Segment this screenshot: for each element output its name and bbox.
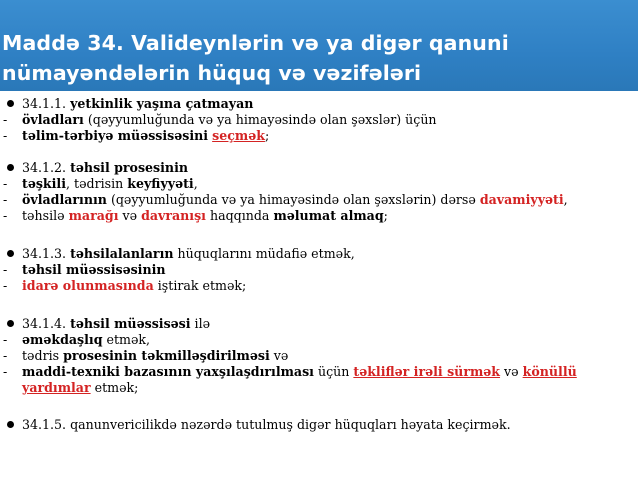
text-red: idarə olunmasında [22,278,154,293]
dash-icon: - [3,208,8,223]
title-bar [0,0,638,91]
text-red: marağı [68,208,119,223]
section-number: 34.1.2. [22,160,67,175]
text-red: seçmək [212,128,265,143]
heading-text: təhsil prosesinin [70,160,189,175]
bullet-icon [0,160,20,176]
section-number: 34.1.1. [22,96,67,111]
text: və [500,364,523,379]
heading-text: təhsilalanların [70,246,174,261]
text: (qəyyumluğunda və ya himayəsində olan şəxslərin) dərsə [106,192,480,207]
section-number: 34.1.3. [22,246,67,261]
dash-icon: - [3,128,8,143]
text-bold: təşkili [22,176,66,191]
text: ; [264,128,270,143]
text: tədris [22,348,64,363]
heading-text: yetkinlik yaşına çatmayan [70,96,254,111]
text-bold: təhsil müəssisəsinin [22,262,166,277]
text-bold: məlumat almaq [273,208,384,223]
bullet-icon [0,417,20,433]
dash-icon: - [3,176,8,191]
text: təhsilə [22,208,69,223]
text: etmək; [90,380,139,395]
text: , [563,192,568,207]
text-bold: əməkdaşlıq [22,332,103,347]
text-bold: övladları [22,112,84,127]
dash-icon: - [3,262,8,277]
text-red: davamiyyəti [479,192,564,207]
section-number: 34.1.4. [22,316,67,331]
text: , tədrisin [66,176,128,191]
text: etmək, [102,332,151,347]
heading-text: təhsil müəssisəsi [70,316,191,331]
text: (qəyyumluğunda və ya himayəsində olan şəxslər) üçün [83,112,437,127]
dash-icon: - [3,192,8,207]
slide-title-line-1: Maddə 34. Valideynlərin və ya digər qanuni [2,31,509,55]
text: hüquqlarını müdafiə etmək, [173,246,355,261]
dash-icon: - [3,278,8,293]
slide-title-line-2: nümayəndələrin hüquq və vəzifələri [2,61,422,85]
text-bold: övladlarının [22,192,107,207]
text: , [193,176,198,191]
bullet-icon [0,246,20,262]
text: iştirak etmək; [153,278,247,293]
text: və [269,348,289,363]
text-red: yardımlar [22,380,91,395]
text-red: davranışı [141,208,206,223]
text: ; [383,208,388,223]
bullet-icon [0,316,20,332]
text-bold: keyfiyyəti [127,176,194,191]
section-5-text: 34.1.5. qanunvericilikdə nəzərdə tutulmuş digər hüquqları həyata keçirmək. [22,417,511,432]
dash-icon: - [3,348,8,363]
text-red: təkliflər irəli sürmək [353,364,501,379]
text-bold: təlim-tərbiyə müəssisəsini [22,128,209,143]
dash-icon: - [3,112,8,127]
dash-icon: - [3,332,8,347]
text-bold: maddi-texniki bazasının yaxşılaşdırılması [22,364,314,379]
bullet-icon [0,96,20,112]
text-red: könüllü [522,364,577,379]
text: ilə [190,316,211,331]
text: üçün [313,364,354,379]
text-bold: prosesinin təkmilləşdirilməsi [63,348,270,363]
text: haqqında [205,208,274,223]
dash-icon: - [3,364,8,379]
text: və [118,208,142,223]
